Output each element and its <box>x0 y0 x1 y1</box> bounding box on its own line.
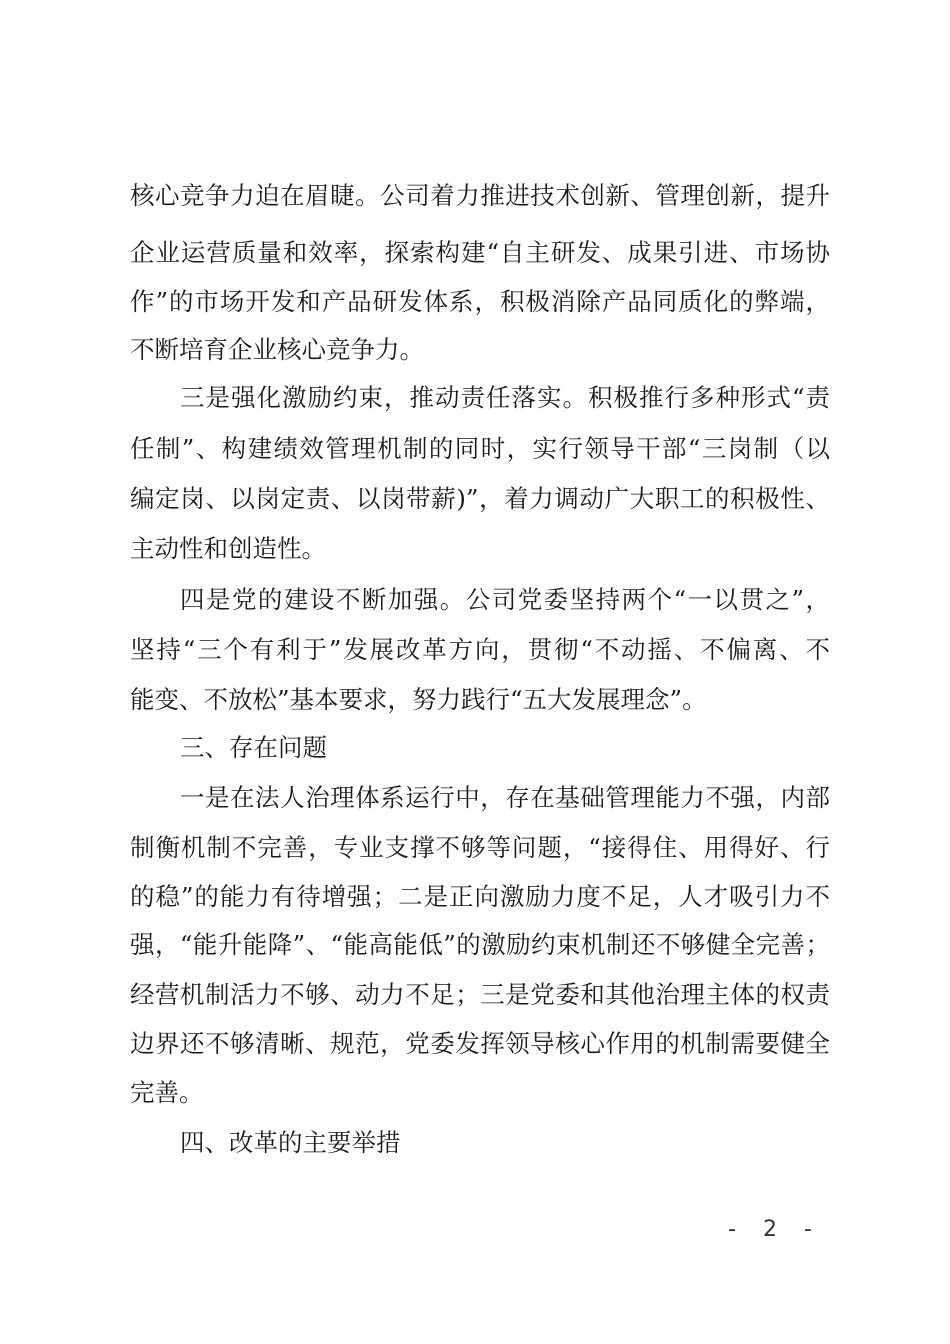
paragraph-line: 主动性和创造性。 <box>130 534 326 563</box>
paragraph-line: 四是党的建设不断加强。公司党委坚持两个“一以贯之”， <box>180 585 830 614</box>
paragraph-line: 经营机制活力不够、动力不足；三是党委和其他治理主体的权责 <box>130 980 830 1009</box>
paragraph-line: 作”的市场开发和产品研发体系，积极消除产品同质化的弊端， <box>130 287 830 316</box>
paragraph-line: 企业运营质量和效率，探索构建“自主研发、成果引进、市场协 <box>130 238 830 267</box>
paragraph-line: 强，“能升能降”、“能高能低”的激励约束机制还不够健全完善； <box>130 930 830 959</box>
paragraph-line: 坚持“三个有利于”发展改革方向，贯彻“不动摇、不偏离、不 <box>130 635 830 664</box>
paragraph-line: 任制”、构建绩效管理机制的同时，实行领导干部“三岗制（以 <box>130 434 830 463</box>
section-heading: 四、改革的主要举措 <box>180 1128 401 1157</box>
paragraph-line: 一是在法人治理体系运行中，存在基础管理能力不强，内部 <box>180 783 830 812</box>
paragraph-line: 完善。 <box>130 1078 204 1107</box>
paragraph-line: 能变、不放松”基本要求，努力践行“五大发展理念”。 <box>130 685 707 714</box>
paragraph-line: 不断培育企业核心竞争力。 <box>130 335 424 364</box>
paragraph-line: 三是强化激励约束，推动责任落实。积极推行多种形式“责 <box>180 383 830 412</box>
paragraph-line: 编定岗、以岗定责、以岗带薪)”，着力调动广大职工的积极性、 <box>130 484 830 513</box>
paragraph-line: 的稳”的能力有待增强；二是正向激励力度不足，人才吸引力不 <box>130 882 830 911</box>
paragraph-line: 制衡机制不完善，专业支撑不够等问题，“接得住、用得好、行 <box>130 833 830 862</box>
page-number: - 2 - <box>728 1217 822 1242</box>
section-heading: 三、存在问题 <box>180 733 327 762</box>
paragraph-line: 边界还不够清晰、规范，党委发挥领导核心作用的机制需要健全 <box>130 1029 830 1058</box>
paragraph-line: 核心竞争力迫在眉睫。公司着力推进技术创新、管理创新，提升 <box>130 181 830 210</box>
